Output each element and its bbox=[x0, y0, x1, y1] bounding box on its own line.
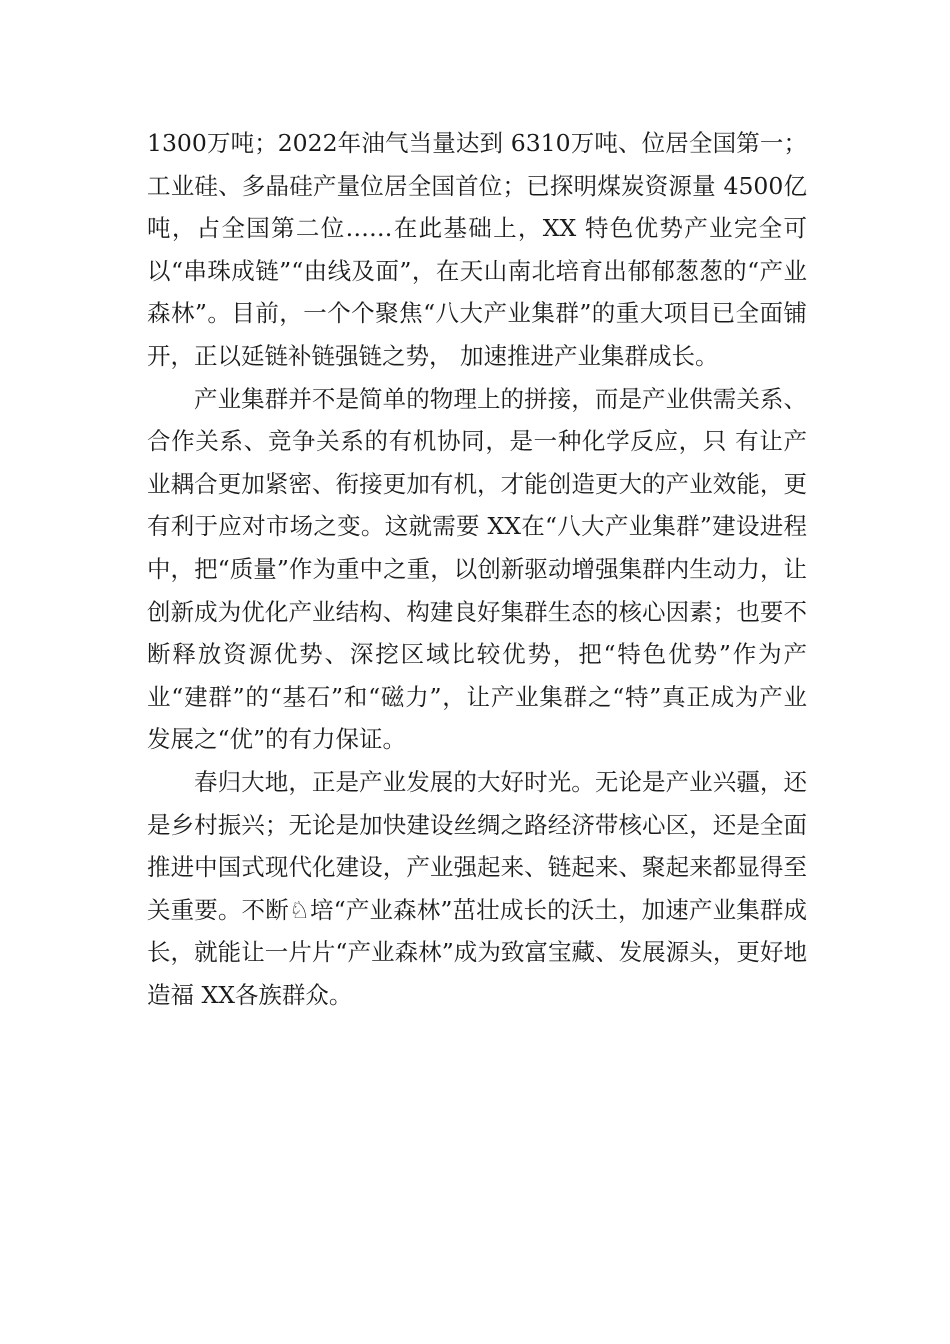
document-body bbox=[147, 122, 807, 1016]
paragraph-1: 1300万吨；2022年油气当量达到 6310万吨、位居全国第一；工业硅、多晶硅产量位居全国首位；已探明煤炭资源量 4500亿吨，占全国第二位……在此基础上，XX 特色优势产业完全可以“串珠成链”“由线及面”，在天山南北培育出郁郁葱葱的“产业森林”。目前，一个个聚焦“八大产业集群”的重大项目已全面铺开，正以延链补链强链之势， 加速推进产业集群成长。 bbox=[147, 129, 807, 370]
paragraph-3: 春归大地，正是产业发展的大好时光。无论是产业兴疆，还是乡村振兴；无论是加快建设丝绸之路经济带核心区，还是全面推进中国式现代化建设，产业强起来、链起来、聚起来都显得至关重要。不断♘培“产业森林”茁壮成长的沃土，加速产业集群成长，就能让一片片“产业森林”成为致富宝藏、发展源头，更好地造福 XX各族群众。 bbox=[147, 767, 807, 1009]
paragraph-2: 产业集群并不是简单的物理上的拼接，而是产业供需关系、合作关系、竞争关系的有机协同，是一种化学反应，只 有让产业耦合更加紧密、衔接更加有机，才能创造更大的产业效能，更有利于应对市场之变。这就需要 XX在“八大产业集群”建设进程中，把“质量”作为重中之重，以创新驱动增强集群内生动力，让创新成为优化产业结构、构建良好集群生态的核心因素；也要不断释放资源优势、深挖区域比较优势，把“特色优势”作为产业“建群”的“基石”和“磁力”，让产业集群之“特”真正成为产业发展之“优”的有力保证。 bbox=[147, 384, 807, 754]
